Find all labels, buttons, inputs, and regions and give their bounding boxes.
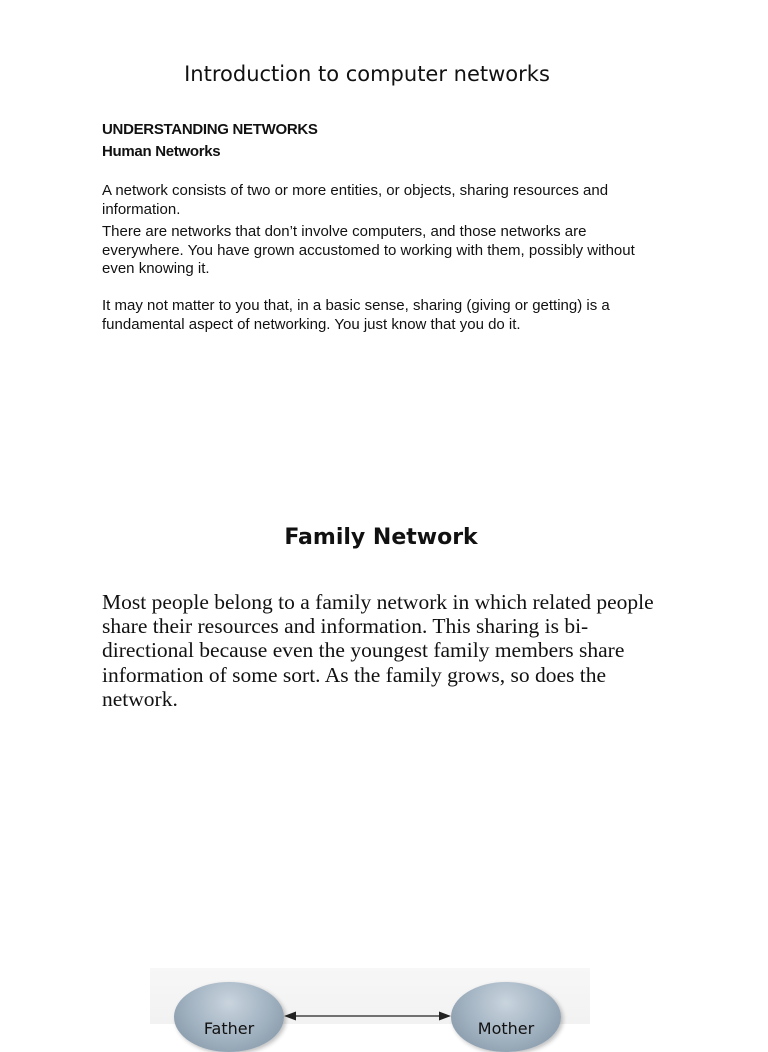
paragraph-non-computer-networks: There are networks that don’t involve computers, and those networks are everywhere. You have grown accustomed to working with them, possibly without even knowing it. — [102, 223, 635, 277]
family-network-diagram — [150, 968, 590, 1038]
family-network-paragraph: Most people belong to a family network in which related people share their resources and information. This sharing is bi-directional because even the youngest family members share information of some sort. As the family grows, so does the network. — [102, 590, 654, 711]
subsection-heading: Human Networks — [102, 143, 221, 160]
family-network-title: Family Network — [284, 525, 478, 550]
section-heading: UNDERSTANDING NETWORKS — [102, 121, 318, 138]
diagram-node-label: Father — [203, 1019, 255, 1038]
diagram-node-father — [174, 982, 284, 1052]
diagram-node-label: Mother — [477, 1019, 535, 1038]
bi-directional-arrow-icon — [284, 1010, 451, 1022]
paragraph-network-definition: A network consists of two or more entities, or objects, sharing resources and information. — [102, 182, 609, 218]
paragraph-sharing: It may not matter to you that, in a basic sense, sharing (giving or getting) is a fundamental aspect of networking. You just know that you do it. — [102, 297, 610, 333]
page-title: Introduction to computer networks — [184, 62, 550, 86]
diagram-node-mother — [451, 982, 561, 1052]
